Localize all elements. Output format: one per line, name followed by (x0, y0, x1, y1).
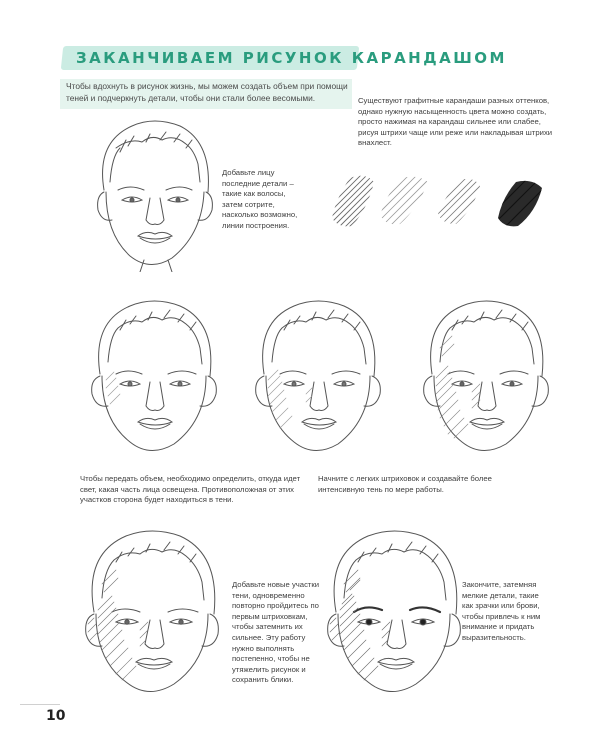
face-light-shading-drawing (250, 290, 390, 460)
footer-line (20, 704, 60, 705)
pencil-swatches (328, 168, 558, 230)
face-deepened-shading-drawing (80, 520, 230, 700)
step4-text: Добавьте новые участки тени, одновременно повторно пройдитесь по первым штриховкам, чтобы затемнить их сильнее. Эту работу нужно выполнять постепенно, чтобы не утяжелить рисунок и сохранить блики. (232, 580, 320, 685)
step1-text: Добавьте лицу последние детали – такие как волосы, затем сотрите, насколько возможно, линии построения. (222, 168, 298, 230)
title-banner (62, 44, 507, 74)
page-number: 10 (46, 708, 66, 724)
face-final-details-drawing (322, 520, 472, 700)
page-title: ЗАКАНЧИВАЕМ РИСУНОК КАРАНДАШОМ (76, 49, 507, 67)
face-intense-shading-drawing (418, 290, 558, 460)
intro-text: Чтобы вдохнуть в рисунок жизнь, мы можем создать объем при помощи теней и подчеркнуть детали, чтобы они стали более весомыми. (66, 81, 348, 103)
face-lit-area-drawing (86, 290, 226, 460)
pencil-note: Существуют графитные карандаши разных оттенков, однако нужную насыщенность цвета можно создать, просто нажимая на карандаш сильнее или слабее, рисуя штрихи чаще или реже или накладывая штрихи внахлест. (358, 96, 553, 148)
step2-text: Чтобы передать объем, необходимо определить, откуда идет свет, какая часть лица освещена. Противоположная от этих участков сторона будет находиться в тени. (80, 474, 301, 505)
face-finished-drawing (90, 112, 220, 272)
step3-text: Начните с легких штриховок и создавайте более интенсивную тень по мере работы. (318, 474, 492, 494)
step5-text: Закончите, затемняя мелкие детали, такие как зрачки или брови, чтобы привлечь к ним внимание и придать выразительность. (462, 580, 541, 642)
